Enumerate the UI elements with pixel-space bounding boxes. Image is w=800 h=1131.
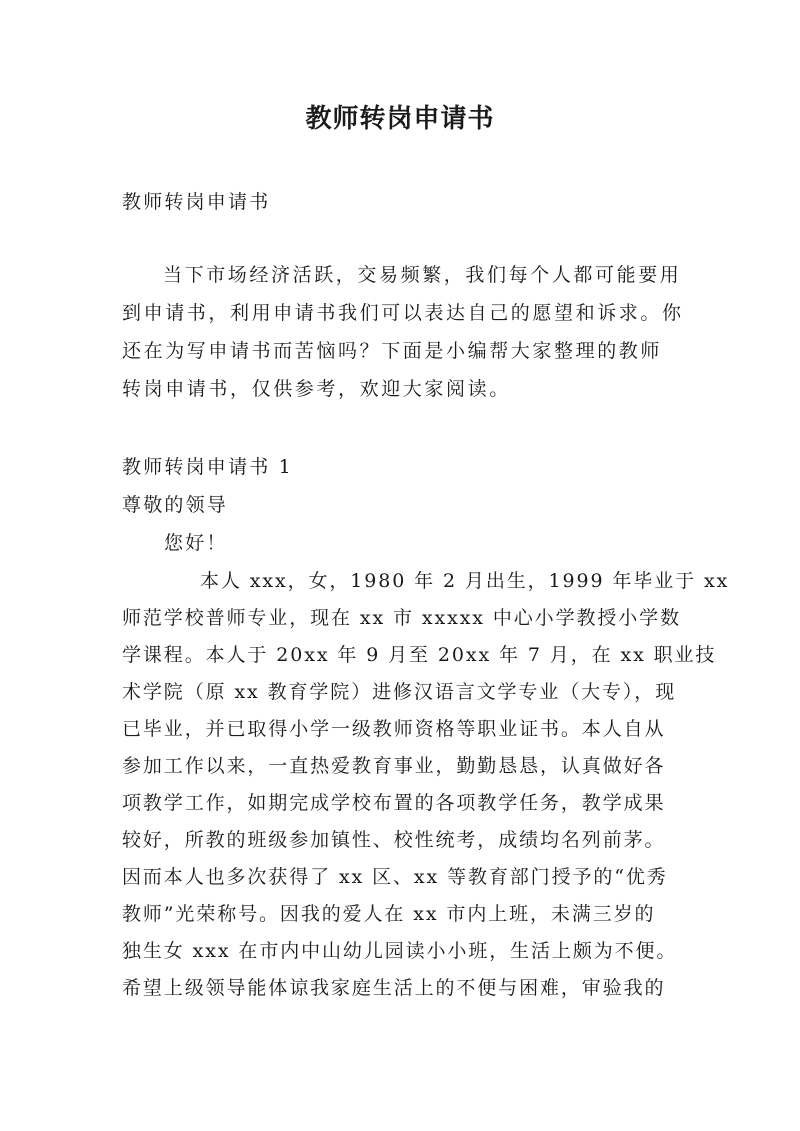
body-line: 已毕业，并已取得小学一级教师资格等职业证书。本人自从 bbox=[122, 718, 666, 740]
document-title: 教师转岗申请书 bbox=[305, 104, 495, 134]
intro-line: 还在为写申请书而苦恼吗？下面是小编帮大家整理的教师 bbox=[122, 340, 663, 362]
body-line: 独生女 xxx 在市内中山幼儿园读小小班，生活上颇为不便。 bbox=[122, 940, 678, 962]
body-line: 较好，所教的班级参加镇性、校性统考，成绩均名列前茅。 bbox=[122, 829, 666, 851]
document-subtitle: 教师转岗申请书 bbox=[122, 191, 271, 213]
salutation: 尊敬的领导 bbox=[122, 494, 229, 516]
body-line: 学课程。本人于 20xx 年 9 月至 20xx 年 7 月，在 xx 职业技 bbox=[122, 644, 717, 666]
body-line: 术学院（原 xx 教育学院）进修汉语言文学专业（大专），现 bbox=[122, 681, 677, 703]
section-heading: 教师转岗申请书 1 bbox=[122, 456, 293, 478]
body-line: 师范学校普师专业，现在 xx 市 xxxxx 中心小学教授小学数 bbox=[122, 607, 681, 629]
body-line: 本人 xxx，女，1980 年 2 月出生，1999 年毕业于 xx bbox=[200, 570, 730, 592]
intro-line: 当下市场经济活跃，交易频繁，我们每个人都可能要用 bbox=[163, 264, 682, 286]
body-line: 因而本人也多次获得了 xx 区、xx 等教育部门授予的“优秀 bbox=[122, 866, 668, 888]
greeting: 您好！ bbox=[164, 532, 228, 554]
intro-line: 转岗申请书，仅供参考，欢迎大家阅读。 bbox=[122, 378, 511, 400]
body-line: 项教学工作，如期完成学校布置的各项教学任务，教学成果 bbox=[122, 792, 666, 814]
intro-line: 到申请书，利用申请书我们可以表达自己的愿望和诉求。你 bbox=[122, 302, 684, 324]
body-line: 教师”光荣称号。因我的爱人在 xx 市内上班，未满三岁的 bbox=[122, 903, 656, 925]
body-line: 参加工作以来，一直热爱教育事业，勤勤恳恳，认真做好各 bbox=[122, 755, 666, 777]
body-line: 希望上级领导能体谅我家庭生活上的不便与困难，审验我的 bbox=[122, 977, 666, 999]
